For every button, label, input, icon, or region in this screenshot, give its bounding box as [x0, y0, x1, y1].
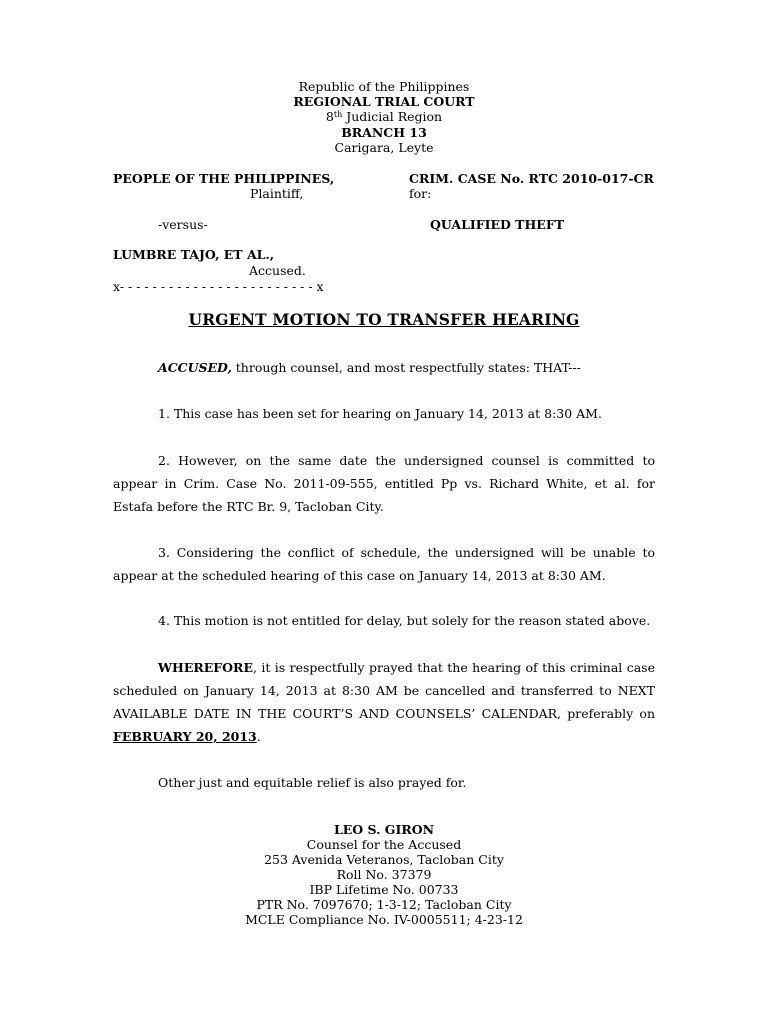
other-relief: Other just and equitable relief is also prayed for. — [158, 775, 467, 790]
plaintiff-name: PEOPLE OF THE PHILIPPINES, — [113, 171, 335, 186]
counsel-ibp-number: IBP Lifetime No. 00733 — [309, 882, 459, 897]
header-republic: Republic of the Philippines — [298, 79, 470, 94]
prayer-date: FEBRUARY 20, 2013 — [113, 729, 257, 744]
intro-rest: through counsel, and most respectfully states: THAT--- — [231, 360, 581, 375]
region-number: 8 — [325, 109, 334, 124]
counsel-roll-number: Roll No. 37379 — [336, 867, 432, 882]
offense-label: QUALIFIED THEFT — [430, 217, 564, 232]
intro-accused: ACCUSED, — [158, 360, 232, 375]
motion-title: URGENT MOTION TO TRANSFER HEARING — [188, 310, 580, 329]
case-number: CRIM. CASE No. RTC 2010-017-CR — [409, 171, 654, 186]
header-court: REGIONAL TRIAL COURT — [293, 94, 475, 109]
prayer-end: . — [256, 729, 261, 744]
prayer-body: , it is respectfully prayed that the hearing of this criminal case scheduled on January 14, 2013 at 8:30 AM be cancelled and transferred to NEXT AVAILABLE DATE IN THE COURT’S AND COUNSELS’ CALENDAR, preferably on — [113, 660, 655, 721]
accused-role: Accused. — [249, 263, 306, 278]
counsel-name: LEO S. GIRON — [333, 822, 435, 837]
counsel-address: 253 Avenida Veteranos, Tacloban City — [264, 852, 504, 867]
counsel-mcle-number: MCLE Compliance No. IV-0005511; 4-23-12 — [245, 912, 523, 927]
paragraph-1: 1. This case has been set for hearing on January 14, 2013 at 8:30 AM. — [158, 406, 602, 421]
paragraph-3: 3. Considering the conflict of schedule, the undersigned will be unable to appear at the scheduled hearing of this case on January 14, 2013 at 8:30 AM. — [113, 545, 655, 583]
header-branch: BRANCH 13 — [341, 125, 427, 140]
caption-divider: x- - - - - - - - - - - - - - - - - - - - - - - - x — [113, 279, 324, 294]
counsel-ptr-number: PTR No. 7097670; 1-3-12; Tacloban City — [256, 897, 512, 912]
region-text: Judicial Region — [342, 109, 443, 124]
prayer-paragraph — [113, 656, 655, 748]
accused-name: LUMBRE TAJO, ET AL., — [113, 247, 275, 262]
region-superscript: th — [333, 110, 343, 119]
prayer-wherefore: WHEREFORE — [158, 660, 253, 675]
header-region — [0, 111, 768, 124]
counsel-title: Counsel for the Accused — [306, 837, 462, 852]
case-for-label: for: — [409, 186, 432, 201]
plaintiff-role: Plaintiff, — [250, 186, 304, 201]
paragraph-4: 4. This motion is not entitled for delay, but solely for the reason stated above. — [158, 613, 651, 628]
paragraph-2: 2. However, on the same date the undersigned counsel is committed to appear in Crim. Case No. 2011-09-555, entitled Pp vs. Richard White, et al. for Estafa before the RTC Br. 9, Tacloban City. — [113, 453, 655, 514]
versus-label: -versus- — [158, 217, 208, 232]
intro-statement — [158, 362, 581, 375]
header-location: Carigara, Leyte — [334, 140, 434, 155]
